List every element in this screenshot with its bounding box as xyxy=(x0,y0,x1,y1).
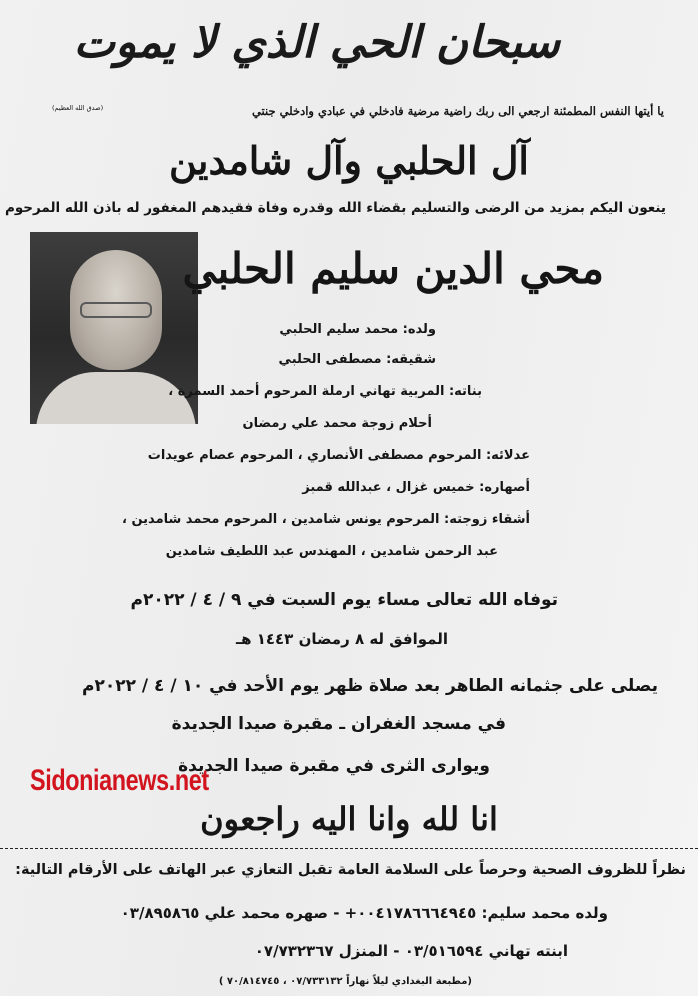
relative-line: أصهاره: خميس غزال ، عبدالله قمبز xyxy=(302,480,530,495)
quran-verse: يا أيتها النفس المطمئنة ارجعي الى ربك راضية مرضية فادخلي في عبادي وادخلي جنتي xyxy=(251,104,664,118)
photo-glasses xyxy=(80,302,152,318)
watermark-logo: Sidonianews.net xyxy=(30,764,209,797)
relative-line: أشقاء زوجته: المرحوم يونس شامدين ، المرحوم محمد شامدين ، xyxy=(122,512,530,527)
announcement-text: ينعون اليكم بمزيد من الرضى والتسليم بقضاء الله وقدره وفاة فقيدهم المغفور له باذن الله المرحوم xyxy=(4,200,666,216)
relative-line: ولده: محمد سليم الحلبي xyxy=(279,322,436,337)
phone-numbers-2: ابنته تهاني ٠٣/٥١٦٥٩٤ - المنزل ٠٧/٧٣٢٣٦٧ xyxy=(254,942,568,960)
relative-line: عبد الرحمن شامدين ، المهندس عبد اللطيف شامدين xyxy=(165,544,498,559)
death-date: توفاه الله تعالى مساء يوم السبت في ٩ / ٤ / ٢٠٢٢م xyxy=(130,590,558,610)
verse-source: (صدق الله العظيم) xyxy=(52,104,104,112)
calligraphy-header: سبحان الحي الذي لا يموت xyxy=(73,17,560,68)
funeral-prayer: يصلى على جثمانه الطاهر بعد صلاة ظهر يوم الأحد في ١٠ / ٤ / ٢٠٢٢م xyxy=(82,676,658,696)
printer-credit: (مطبعة البغدادي ليلاً نهاراً ٠٧/٧٣٣١٣٢ ، ٧٠/٨١٤٧٤٥ ) xyxy=(218,976,472,987)
relative-line: عدلائه: المرحوم مصطفى الأنصاري ، المرحوم عصام عويدات xyxy=(147,448,530,463)
hijri-date: الموافق له ٨ رمضان ١٤٤٣ هـ xyxy=(235,630,448,648)
funeral-mosque: في مسجد الغفران ـ مقبرة صيدا الجديدة xyxy=(171,714,506,734)
phone-numbers-1: ولده محمد سليم: ٠٠٤١٧٨٦٦٦٤٩٤٥+ - صهره محمد علي ٠٣/٨٩٥٨٦٥ xyxy=(120,904,608,922)
deceased-name: محي الدين سليم الحلبي xyxy=(182,244,604,293)
relative-line: شقيقه: مصطفى الحلبي xyxy=(278,352,436,367)
burial-place: ويوارى الثرى في مقبرة صيدا الجديدة xyxy=(178,756,490,776)
section-divider xyxy=(0,848,698,851)
relative-line: أحلام زوجة محمد علي رمضان xyxy=(242,416,432,431)
condolence-notice: نظراً للظروف الصحية وحرصاً على السلامة العامة تقبل التعازي عبر الهاتف على الأرقام التالية: xyxy=(15,862,686,878)
relative-line: بناته: المربية تهاني ارملة المرحوم أحمد السمرة ، xyxy=(168,384,482,399)
family-names: آل الحلبي وآل شامدين xyxy=(169,138,529,183)
closing-phrase: انا لله وانا اليه راجعون xyxy=(200,800,498,838)
